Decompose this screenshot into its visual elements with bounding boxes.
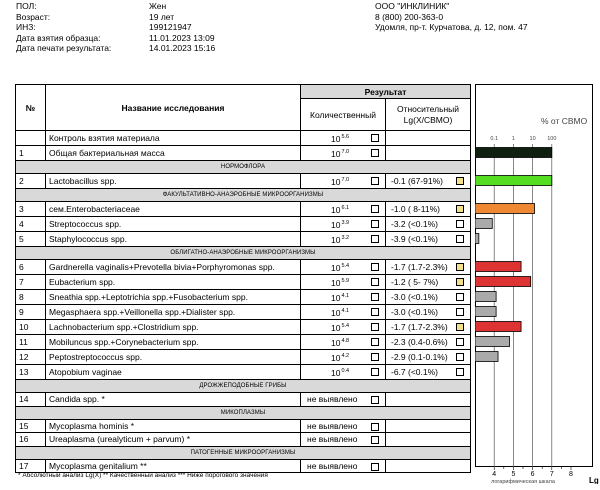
test-name: Gardnerella vaginalis+Prevotella bivia+Porphyromonas spp. xyxy=(46,260,301,275)
top-tick-label: 100 xyxy=(547,136,557,142)
qty-exp: 4.1 xyxy=(341,293,350,299)
chart-bar xyxy=(475,234,479,244)
qty-exp: 5.9 xyxy=(341,278,350,284)
row-num: 1 xyxy=(16,146,46,161)
bottom-tick-label: 7 xyxy=(549,471,554,478)
qty-cell xyxy=(301,305,386,320)
rel-cell xyxy=(386,217,471,232)
qty-base: 10 xyxy=(331,177,341,187)
bottom-tick-label: 4 xyxy=(492,471,497,478)
table-row xyxy=(16,393,471,407)
qty-cell xyxy=(301,365,386,380)
row-num: 13 xyxy=(16,365,46,380)
rel-value: -3.0 (<0.1%) xyxy=(391,307,439,317)
checkbox-icon xyxy=(371,278,379,286)
rel-cell xyxy=(386,419,471,433)
chart-bar xyxy=(475,307,496,317)
section-row xyxy=(16,446,471,459)
checkbox-icon xyxy=(371,463,379,471)
test-name: Ureaplasma (urealyticum + parvum) * xyxy=(46,433,301,447)
test-name: Peptostreptococcus spp. xyxy=(46,350,301,365)
qty-exp: 5.6 xyxy=(341,134,350,140)
rel-cell xyxy=(386,350,471,365)
section-row xyxy=(16,247,471,260)
test-name: Streptococcus spp. xyxy=(46,217,301,232)
table-row xyxy=(16,174,471,189)
qty-base: 10 xyxy=(331,308,341,318)
not-detected: не выявлено xyxy=(307,420,358,431)
test-name: Контроль взятия материала xyxy=(46,131,301,146)
x-axis-label: логарифмическая шкала xyxy=(491,479,555,484)
rel-cell xyxy=(386,290,471,305)
section-title: ДРОЖЖЕПОДОБНЫЕ ГРИБЫ xyxy=(16,380,471,393)
qty-base: 10 xyxy=(331,205,341,215)
row-num: 8 xyxy=(16,290,46,305)
section-title: ФАКУЛЬТАТИВНО-АНАЭРОБНЫЕ МИКРООРГАНИЗМЫ xyxy=(16,189,471,202)
flag-icon xyxy=(456,293,464,301)
sample-date-label: Дата взятия образца: xyxy=(16,32,101,43)
row-num: 16 xyxy=(16,433,46,447)
table-row xyxy=(16,433,471,447)
checkbox-icon xyxy=(371,396,379,404)
checkbox-icon xyxy=(371,368,379,376)
chart-bar xyxy=(475,176,552,186)
section-title: ОБЛИГАТНО-АНАЭРОБНЫЕ МИКРООРГАНИЗМЫ xyxy=(16,247,471,260)
table-row xyxy=(16,459,471,473)
sample-date-value: 11.01.2023 13:09 xyxy=(149,32,215,43)
test-name: Staphylococcus spp. xyxy=(46,232,301,247)
rel-cell xyxy=(386,275,471,290)
rel-value: -0.1 (67-91%) xyxy=(391,176,443,186)
rel-cell xyxy=(386,202,471,217)
qty-cell xyxy=(301,174,386,189)
test-name: Atopobium vaginae xyxy=(46,365,301,380)
table-row xyxy=(16,320,471,335)
table-row xyxy=(16,217,471,232)
col-rel-header: Относительный Lg(X/СВМО) xyxy=(386,99,471,131)
qty-base: 10 xyxy=(331,353,341,363)
qty-exp: 0.4 xyxy=(341,368,350,374)
top-tick-label: 1 xyxy=(511,136,515,142)
qty-base: 10 xyxy=(331,293,341,303)
chart-bar xyxy=(475,148,552,158)
rel-value: -3.2 (<0.1%) xyxy=(391,219,439,229)
rel-value: -3.0 (<0.1%) xyxy=(391,292,439,302)
checkbox-icon xyxy=(371,293,379,301)
section-row xyxy=(16,189,471,202)
qty-base: 10 xyxy=(331,323,341,333)
qty-cell xyxy=(301,335,386,350)
lab-address: Удомля, пр-т. Курчатова, д. 12, пом. 47 xyxy=(375,22,528,32)
table-row xyxy=(16,146,471,161)
age-label: Возраст: xyxy=(16,11,51,22)
qty-exp: 7.0 xyxy=(341,177,350,183)
table-row xyxy=(16,290,471,305)
section-row xyxy=(16,161,471,174)
flag-icon xyxy=(456,220,464,228)
row-num: 3 xyxy=(16,202,46,217)
qty-cell xyxy=(301,459,386,473)
test-name: Mycoplasma hominis * xyxy=(46,419,301,433)
flag-icon xyxy=(456,353,464,361)
lab-phone: 8 (800) 200-363-0 xyxy=(375,11,444,22)
qty-cell xyxy=(301,217,386,232)
row-num xyxy=(16,131,46,146)
qty-cell xyxy=(301,232,386,247)
qty-exp: 4.2 xyxy=(341,353,350,359)
row-num: 11 xyxy=(16,335,46,350)
footnote: * Абсолютный анализ Lg(X) ** Качественный анализ *** Ниже порогового значения xyxy=(18,472,268,479)
checkbox-icon xyxy=(371,308,379,316)
section-title: МИКОПЛАЗМЫ xyxy=(16,406,471,419)
col-name-header: Название исследования xyxy=(46,85,301,131)
section-row xyxy=(16,380,471,393)
qty-cell xyxy=(301,350,386,365)
checkbox-icon xyxy=(371,149,379,157)
table-row xyxy=(16,335,471,350)
flag-icon xyxy=(456,278,464,286)
top-tick-label: 10 xyxy=(529,136,536,142)
table-row xyxy=(16,305,471,320)
inz-value: 199121947 xyxy=(149,22,192,32)
checkbox-icon xyxy=(371,323,379,331)
test-name: сем.Enterobacteriaceae xyxy=(46,202,301,217)
bottom-tick-label: 5 xyxy=(511,471,516,478)
qty-exp: 6.1 xyxy=(341,205,350,211)
qty-base: 10 xyxy=(331,278,341,288)
section-row xyxy=(16,406,471,419)
rel-cell xyxy=(386,232,471,247)
not-detected: не выявлено xyxy=(307,394,358,405)
chart-bar xyxy=(475,337,510,347)
flag-icon xyxy=(456,205,464,213)
bottom-tick-label: 8 xyxy=(569,471,573,478)
test-name: Общая бактериальная масса xyxy=(46,146,301,161)
checkbox-icon xyxy=(371,338,379,346)
sex-value: Жен xyxy=(149,1,167,11)
chart-bar xyxy=(475,219,492,229)
rel-value: -6.7 (<0.1%) xyxy=(391,367,439,377)
rel-cell xyxy=(386,131,471,146)
print-date-label: Дата печати результата: xyxy=(16,43,112,53)
rel-cell xyxy=(386,459,471,473)
section-title: ПАТОГЕННЫЕ МИКРООРГАНИЗМЫ xyxy=(16,446,471,459)
chart-bar xyxy=(475,352,498,362)
rel-value: -2.3 (0.4-0.6%) xyxy=(391,337,448,347)
inz-label: ИНЗ: xyxy=(16,22,36,32)
chart-title: % от СВМО xyxy=(541,116,588,126)
top-tick-label: 0.1 xyxy=(490,136,499,142)
test-name: Megasphaera spp.+Veillonella spp.+Dialister spp. xyxy=(46,305,301,320)
sex-label: ПОЛ: xyxy=(16,1,37,11)
table-row xyxy=(16,260,471,275)
chart-bar xyxy=(475,204,535,214)
rel-cell xyxy=(386,305,471,320)
checkbox-icon xyxy=(371,263,379,271)
test-name: Mobiluncus spp.+Corynebacterium spp. xyxy=(46,335,301,350)
chart-bar xyxy=(475,262,521,272)
rel-value: -1.0 ( 8-11%) xyxy=(391,204,440,214)
rel-cell xyxy=(386,146,471,161)
row-num: 6 xyxy=(16,260,46,275)
col-qty-header: Количественный xyxy=(301,99,386,131)
row-num: 12 xyxy=(16,350,46,365)
qty-exp: 3.2 xyxy=(341,235,350,241)
checkbox-icon xyxy=(371,220,379,228)
x-axis-label-right: Lg xyxy=(589,476,599,484)
qty-base: 10 xyxy=(331,220,341,230)
qty-cell xyxy=(301,131,386,146)
checkbox-icon xyxy=(371,235,379,243)
checkbox-icon xyxy=(371,205,379,213)
rel-cell xyxy=(386,433,471,447)
qty-exp: 5.4 xyxy=(341,323,350,329)
qty-exp: 4.8 xyxy=(341,338,350,344)
flag-icon xyxy=(456,338,464,346)
flag-icon xyxy=(456,323,464,331)
rel-value: -1.7 (1.7-2.3%) xyxy=(391,262,448,272)
qty-base: 10 xyxy=(331,368,341,378)
row-num: 17 xyxy=(16,459,46,473)
qty-exp: 5.4 xyxy=(341,263,350,269)
qty-cell xyxy=(301,320,386,335)
lab-info xyxy=(375,1,528,33)
qty-exp: 3.9 xyxy=(341,220,350,226)
row-num: 7 xyxy=(16,275,46,290)
checkbox-icon xyxy=(371,353,379,361)
flag-icon xyxy=(456,263,464,271)
test-name: Candida spp. * xyxy=(46,393,301,407)
rel-cell xyxy=(386,260,471,275)
table-row xyxy=(16,275,471,290)
rel-cell xyxy=(386,320,471,335)
row-num: 10 xyxy=(16,320,46,335)
section-title: НОРМОФЛОРА xyxy=(16,161,471,174)
test-name: Eubacterium spp. xyxy=(46,275,301,290)
row-num: 15 xyxy=(16,419,46,433)
test-name: Lactobacillus spp. xyxy=(46,174,301,189)
flag-icon xyxy=(456,235,464,243)
row-num: 2 xyxy=(16,174,46,189)
row-num: 14 xyxy=(16,393,46,407)
qty-exp: 7.0 xyxy=(341,149,350,155)
test-name: Lachnobacterium spp.+Clostridium spp. xyxy=(46,320,301,335)
col-result-header: Результат xyxy=(301,85,471,99)
rel-value: -1.7 (1.7-2.3%) xyxy=(391,322,448,332)
qty-cell xyxy=(301,146,386,161)
age-value: 19 лет xyxy=(149,11,175,22)
table-row xyxy=(16,202,471,217)
qty-base: 10 xyxy=(331,338,341,348)
rel-value: -1.2 ( 5- 7%) xyxy=(391,277,439,287)
chart-bar xyxy=(475,292,496,302)
qty-cell xyxy=(301,260,386,275)
patient-info xyxy=(16,1,215,54)
flag-icon xyxy=(456,368,464,376)
test-name: Mycoplasma genitalium ** xyxy=(46,459,301,473)
lab-name: ООО "ИНКЛИНИК" xyxy=(375,1,450,11)
row-num: 4 xyxy=(16,217,46,232)
qty-base: 10 xyxy=(331,263,341,273)
bar-chart xyxy=(475,84,600,484)
rel-cell xyxy=(386,174,471,189)
bottom-tick-label: 6 xyxy=(530,471,535,478)
not-detected: не выявлено xyxy=(307,460,358,471)
rel-cell xyxy=(386,393,471,407)
row-num: 5 xyxy=(16,232,46,247)
test-name: Sneathia spp.+Leptotrichia spp.+Fusobacterium spp. xyxy=(46,290,301,305)
checkbox-icon xyxy=(371,423,379,431)
results-table xyxy=(15,84,471,473)
qty-base: 10 xyxy=(331,134,341,144)
table-row xyxy=(16,131,471,146)
checkbox-icon xyxy=(371,134,379,142)
print-date-value: 14.01.2023 15:16 xyxy=(149,43,216,53)
row-num: 9 xyxy=(16,305,46,320)
qty-cell xyxy=(301,419,386,433)
qty-cell xyxy=(301,275,386,290)
flag-icon xyxy=(456,177,464,185)
rel-value: -3.9 (<0.1%) xyxy=(391,234,439,244)
rel-value: -2.9 (0.1-0.1%) xyxy=(391,352,448,362)
table-row xyxy=(16,365,471,380)
qty-cell xyxy=(301,202,386,217)
table-row xyxy=(16,419,471,433)
checkbox-icon xyxy=(371,436,379,444)
not-detected: не выявлено xyxy=(307,434,358,445)
chart-bar xyxy=(475,277,531,287)
qty-cell xyxy=(301,290,386,305)
qty-cell xyxy=(301,393,386,407)
col-num-header: № xyxy=(16,85,46,131)
flag-icon xyxy=(456,308,464,316)
checkbox-icon xyxy=(371,177,379,185)
chart-bar xyxy=(475,322,521,332)
qty-base: 10 xyxy=(331,235,341,245)
table-row xyxy=(16,350,471,365)
qty-exp: 4.1 xyxy=(341,308,350,314)
table-row xyxy=(16,232,471,247)
rel-cell xyxy=(386,335,471,350)
rel-cell xyxy=(386,365,471,380)
qty-cell xyxy=(301,433,386,447)
qty-base: 10 xyxy=(331,149,341,159)
